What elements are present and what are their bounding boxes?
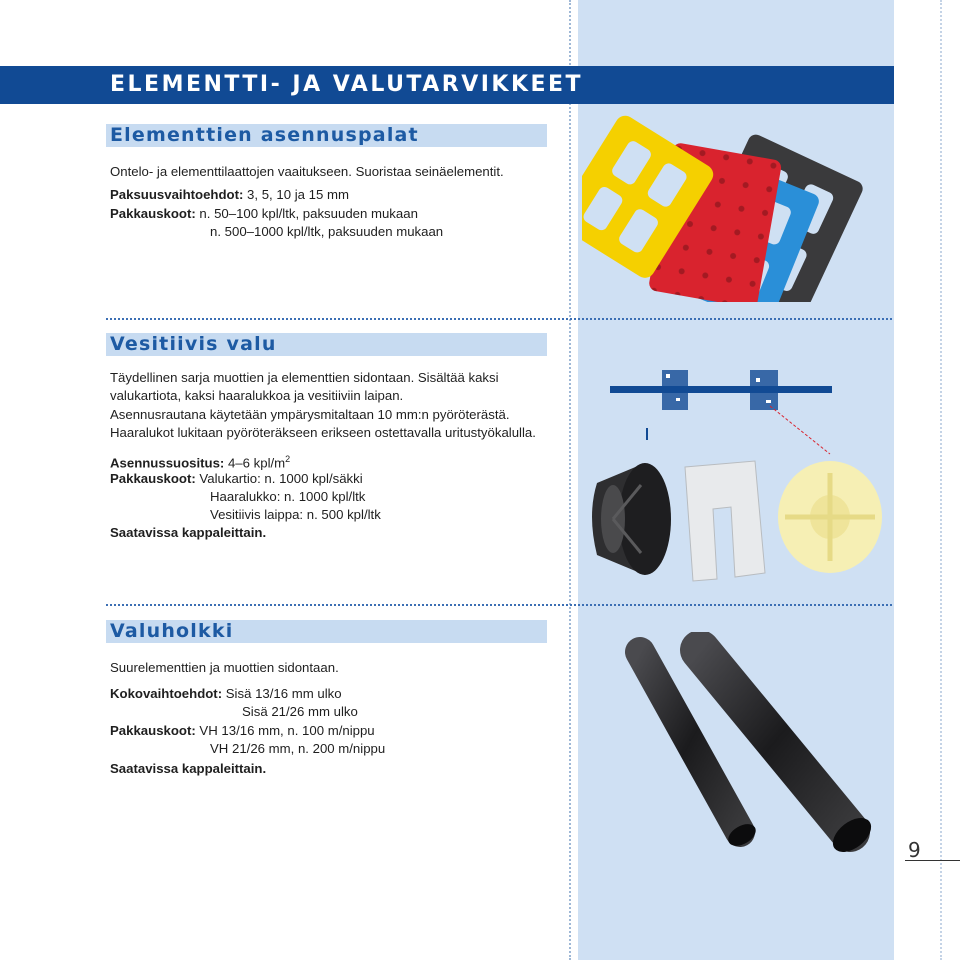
section-title-valuholkki: Valuholkki [110, 620, 234, 642]
vesitiivis-line-2: valukartiota, kaksi haaralukkoa ja vesitiiviin laipan. [110, 388, 404, 403]
valuholkki-packaging-1: VH 13/16 mm, n. 100 m/nippu [195, 723, 375, 738]
vesitiivis-recommendation [110, 451, 290, 472]
vesitiivis-line-4: Haaralukot lukitaan pyöröteräkseen erikseen ostettavalla uritustyökalulla. [110, 425, 536, 440]
vesitiivis-line-1: Täydellinen sarja muottien ja elementtien sidontaan. Sisältää kaksi [110, 370, 499, 385]
page-number: 9 [908, 838, 921, 862]
page-number-rule [905, 860, 960, 861]
asennuspalat-description: Ontelo- ja elementtilaattojen vaaitukseen. Suoristaa seinäelementit. [110, 164, 504, 179]
page-title: ELEMENTTI- JA VALUTARVIKKEET [110, 72, 584, 97]
vesitiivis-availability: Saatavissa kappaleittain. [110, 525, 267, 540]
packaging-value-1: n. 50–100 kpl/ltk, paksuuden mukaan [195, 206, 418, 221]
vesitiivis-line-3: Asennusrautana käytetään ympärysmitaltaan 10 mm:n pyöröterästä. [110, 407, 510, 422]
vesitiivis-packaging-1: Valukartio: n. 1000 kpl/säkki [195, 471, 363, 486]
flange-image [778, 461, 882, 573]
pipes-image [620, 632, 890, 872]
vertical-divider-right [940, 0, 942, 960]
asennuspalat-thickness [110, 186, 349, 204]
vesitiivis-packaging-2: Haaralukko: n. 1000 kpl/ltk [210, 489, 366, 504]
valuholkki-packaging-2: VH 21/26 mm, n. 200 m/nippu [210, 741, 386, 756]
thickness-label: Paksuusvaihtoehdot: [110, 187, 244, 202]
shim-plates-image [582, 112, 892, 302]
asennuspalat-packaging [110, 205, 418, 223]
valuholkki-packaging [110, 722, 375, 740]
size-label: Kokovaihtoehdot: [110, 686, 223, 701]
recommendation-sup: 2 [285, 454, 291, 464]
shim-slot-image [685, 461, 765, 581]
thickness-value: 3, 5, 10 ja 15 mm [243, 187, 349, 202]
valuholkki-size [110, 685, 342, 703]
water-tight-diagram [610, 340, 840, 460]
recommendation-value: 4–6 kpl/m [224, 455, 286, 471]
valuholkki-packaging-label: Pakkauskoot: [110, 723, 196, 738]
vesitiivis-packaging-label: Pakkauskoot: [110, 471, 196, 486]
vesitiivis-packaging-3: Vesitiivis laippa: n. 500 kpl/ltk [210, 507, 381, 522]
recommendation-label: Asennussuositus: [110, 455, 225, 471]
size-1: Sisä 13/16 mm ulko [222, 686, 342, 701]
water-tight-parts-image [585, 455, 885, 585]
vertical-divider [569, 0, 571, 960]
vesitiivis-packaging [110, 470, 363, 488]
packaging-value-2: n. 500–1000 kpl/ltk, paksuuden mukaan [210, 224, 444, 239]
valuholkki-description: Suurelementtien ja muottien sidontaan. [110, 660, 339, 675]
valuholkki-availability: Saatavissa kappaleittain. [110, 761, 267, 776]
packaging-label: Pakkauskoot: [110, 206, 196, 221]
section-title-vesitiivis: Vesitiivis valu [110, 333, 277, 355]
size-2: Sisä 21/26 mm ulko [242, 704, 358, 719]
section-separator-1 [106, 318, 892, 320]
cone-image [592, 463, 671, 575]
section-title-asennuspalat: Elementtien asennuspalat [110, 124, 419, 146]
section-separator-2 [106, 604, 892, 606]
